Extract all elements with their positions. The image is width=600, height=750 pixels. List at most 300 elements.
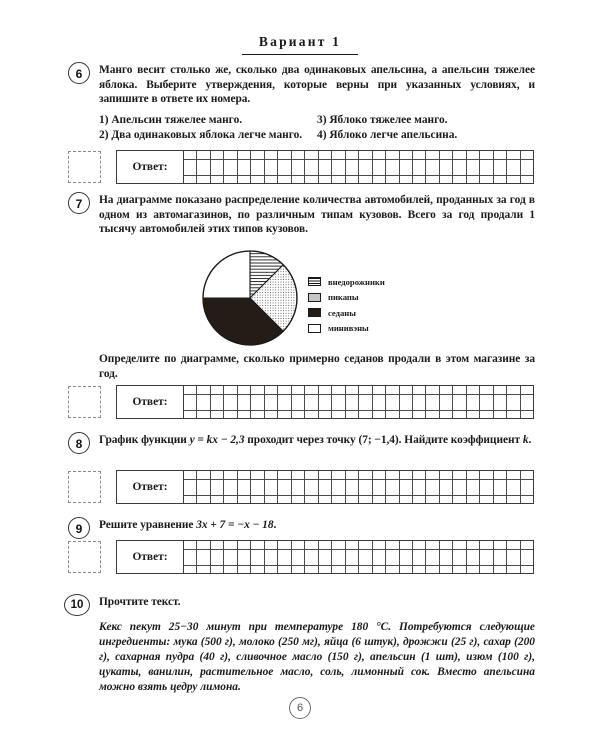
answer-cell[interactable]	[265, 151, 278, 159]
answer-cell[interactable]	[292, 496, 305, 504]
answer-cell[interactable]	[440, 151, 453, 159]
answer-cell[interactable]	[319, 151, 332, 159]
answer-cell[interactable]	[426, 550, 439, 565]
answer-cell[interactable]	[440, 176, 453, 184]
answer-cell[interactable]	[400, 176, 413, 184]
answer-cell[interactable]	[521, 550, 533, 565]
answer-cell[interactable]	[426, 160, 439, 175]
answer-cell[interactable]	[251, 386, 264, 394]
answer-cell[interactable]	[238, 395, 251, 410]
answer-cell[interactable]	[184, 160, 197, 175]
answer-cell[interactable]	[400, 550, 413, 565]
answer-cell[interactable]	[359, 541, 372, 549]
answer-cell[interactable]	[197, 160, 210, 175]
answer-cell[interactable]	[494, 550, 507, 565]
answer-cell[interactable]	[197, 176, 210, 184]
answer-cell[interactable]	[346, 471, 359, 479]
answer-cell[interactable]	[319, 496, 332, 504]
answer-cell[interactable]	[265, 566, 278, 574]
answer-cell[interactable]	[386, 395, 399, 410]
answer-cell[interactable]	[197, 411, 210, 419]
answer-cell[interactable]	[521, 386, 533, 394]
answer-cell[interactable]	[467, 496, 480, 504]
answer-cell[interactable]	[278, 496, 291, 504]
answer-cell[interactable]	[305, 151, 318, 159]
answer-cell[interactable]	[265, 541, 278, 549]
answer-cell[interactable]	[453, 395, 466, 410]
answer-cell[interactable]	[184, 151, 197, 159]
answer-cell[interactable]	[319, 176, 332, 184]
answer-cell[interactable]	[265, 160, 278, 175]
answer-cell[interactable]	[467, 566, 480, 574]
answer-cell[interactable]	[346, 411, 359, 419]
answer-cell[interactable]	[480, 471, 493, 479]
answer-cell[interactable]	[426, 151, 439, 159]
answer-cell[interactable]	[251, 480, 264, 495]
answer-cell[interactable]	[521, 151, 533, 159]
answer-grid-9[interactable]	[183, 541, 533, 573]
answer-cell[interactable]	[292, 386, 305, 394]
answer-cell[interactable]	[494, 496, 507, 504]
answer-cell[interactable]	[400, 471, 413, 479]
answer-cell[interactable]	[238, 151, 251, 159]
answer-cell[interactable]	[197, 550, 210, 565]
answer-cell[interactable]	[265, 550, 278, 565]
answer-cell[interactable]	[224, 480, 237, 495]
answer-cell[interactable]	[386, 411, 399, 419]
answer-cell[interactable]	[480, 480, 493, 495]
answer-cell[interactable]	[413, 395, 426, 410]
answer-cell[interactable]	[359, 160, 372, 175]
answer-cell[interactable]	[265, 176, 278, 184]
answer-cell[interactable]	[197, 566, 210, 574]
score-box-7[interactable]	[68, 386, 101, 418]
answer-cell[interactable]	[238, 550, 251, 565]
answer-cell[interactable]	[224, 550, 237, 565]
answer-cell[interactable]	[278, 480, 291, 495]
answer-cell[interactable]	[413, 151, 426, 159]
answer-cell[interactable]	[386, 471, 399, 479]
answer-cell[interactable]	[521, 480, 533, 495]
answer-cell[interactable]	[373, 386, 386, 394]
answer-cell[interactable]	[386, 151, 399, 159]
answer-cell[interactable]	[467, 176, 480, 184]
answer-cell[interactable]	[359, 496, 372, 504]
answer-cell[interactable]	[184, 541, 197, 549]
answer-cell[interactable]	[319, 160, 332, 175]
answer-cell[interactable]	[224, 471, 237, 479]
answer-cell[interactable]	[507, 151, 520, 159]
answer-cell[interactable]	[292, 151, 305, 159]
answer-cell[interactable]	[440, 471, 453, 479]
answer-cell[interactable]	[197, 386, 210, 394]
answer-cell[interactable]	[238, 411, 251, 419]
answer-cell[interactable]	[467, 550, 480, 565]
answer-cell[interactable]	[332, 160, 345, 175]
answer-cell[interactable]	[413, 176, 426, 184]
answer-cell[interactable]	[386, 386, 399, 394]
answer-cell[interactable]	[467, 395, 480, 410]
answer-cell[interactable]	[400, 386, 413, 394]
answer-cell[interactable]	[413, 471, 426, 479]
answer-cell[interactable]	[426, 471, 439, 479]
answer-cell[interactable]	[319, 541, 332, 549]
answer-cell[interactable]	[184, 566, 197, 574]
answer-cell[interactable]	[507, 386, 520, 394]
answer-cell[interactable]	[224, 386, 237, 394]
answer-cell[interactable]	[346, 480, 359, 495]
answer-cell[interactable]	[292, 395, 305, 410]
answer-cell[interactable]	[400, 566, 413, 574]
answer-cell[interactable]	[494, 480, 507, 495]
answer-cell[interactable]	[413, 541, 426, 549]
answer-cell[interactable]	[467, 480, 480, 495]
answer-cell[interactable]	[386, 160, 399, 175]
answer-cell[interactable]	[278, 550, 291, 565]
answer-cell[interactable]	[184, 411, 197, 419]
answer-cell[interactable]	[251, 160, 264, 175]
answer-cell[interactable]	[453, 566, 466, 574]
answer-cell[interactable]	[400, 395, 413, 410]
answer-cell[interactable]	[278, 541, 291, 549]
answer-cell[interactable]	[332, 411, 345, 419]
answer-cell[interactable]	[413, 566, 426, 574]
answer-cell[interactable]	[332, 480, 345, 495]
answer-cell[interactable]	[413, 160, 426, 175]
answer-cell[interactable]	[400, 480, 413, 495]
answer-cell[interactable]	[332, 541, 345, 549]
answer-grid-8[interactable]	[183, 471, 533, 503]
answer-cell[interactable]	[292, 411, 305, 419]
answer-cell[interactable]	[265, 480, 278, 495]
answer-cell[interactable]	[440, 496, 453, 504]
answer-cell[interactable]	[292, 480, 305, 495]
answer-cell[interactable]	[373, 151, 386, 159]
answer-cell[interactable]	[359, 480, 372, 495]
answer-cell[interactable]	[480, 386, 493, 394]
answer-cell[interactable]	[453, 496, 466, 504]
answer-cell[interactable]	[386, 176, 399, 184]
answer-cell[interactable]	[521, 471, 533, 479]
answer-cell[interactable]	[184, 386, 197, 394]
answer-cell[interactable]	[211, 550, 224, 565]
answer-cell[interactable]	[521, 160, 533, 175]
answer-cell[interactable]	[319, 480, 332, 495]
answer-cell[interactable]	[197, 471, 210, 479]
answer-cell[interactable]	[265, 395, 278, 410]
answer-cell[interactable]	[211, 496, 224, 504]
answer-cell[interactable]	[359, 566, 372, 574]
answer-cell[interactable]	[319, 411, 332, 419]
grid-row-middle[interactable]	[184, 479, 533, 496]
answer-cell[interactable]	[521, 176, 533, 184]
answer-cell[interactable]	[305, 386, 318, 394]
answer-cell[interactable]	[211, 151, 224, 159]
answer-cell[interactable]	[440, 395, 453, 410]
answer-cell[interactable]	[359, 176, 372, 184]
answer-cell[interactable]	[480, 550, 493, 565]
answer-cell[interactable]	[224, 160, 237, 175]
answer-cell[interactable]	[292, 176, 305, 184]
answer-cell[interactable]	[346, 386, 359, 394]
answer-cell[interactable]	[251, 471, 264, 479]
answer-cell[interactable]	[238, 386, 251, 394]
answer-cell[interactable]	[386, 480, 399, 495]
answer-cell[interactable]	[386, 541, 399, 549]
answer-cell[interactable]	[453, 386, 466, 394]
answer-cell[interactable]	[346, 395, 359, 410]
score-box-8[interactable]	[68, 471, 101, 503]
answer-cell[interactable]	[332, 496, 345, 504]
answer-cell[interactable]	[346, 176, 359, 184]
answer-cell[interactable]	[494, 386, 507, 394]
answer-cell[interactable]	[278, 386, 291, 394]
answer-cell[interactable]	[332, 566, 345, 574]
answer-cell[interactable]	[426, 395, 439, 410]
answer-cell[interactable]	[494, 160, 507, 175]
answer-cell[interactable]	[211, 480, 224, 495]
answer-cell[interactable]	[426, 541, 439, 549]
answer-cell[interactable]	[359, 151, 372, 159]
answer-cell[interactable]	[373, 160, 386, 175]
answer-cell[interactable]	[238, 480, 251, 495]
answer-grid-6[interactable]	[183, 151, 533, 183]
answer-cell[interactable]	[521, 566, 533, 574]
answer-cell[interactable]	[184, 471, 197, 479]
answer-cell[interactable]	[480, 411, 493, 419]
answer-cell[interactable]	[224, 395, 237, 410]
answer-cell[interactable]	[521, 496, 533, 504]
answer-cell[interactable]	[278, 151, 291, 159]
answer-cell[interactable]	[453, 471, 466, 479]
answer-cell[interactable]	[440, 160, 453, 175]
answer-cell[interactable]	[184, 395, 197, 410]
answer-cell[interactable]	[507, 471, 520, 479]
score-box-6[interactable]	[68, 151, 101, 183]
answer-cell[interactable]	[238, 160, 251, 175]
answer-cell[interactable]	[453, 550, 466, 565]
answer-cell[interactable]	[251, 411, 264, 419]
answer-cell[interactable]	[305, 395, 318, 410]
answer-cell[interactable]	[251, 395, 264, 410]
answer-cell[interactable]	[265, 386, 278, 394]
answer-cell[interactable]	[467, 471, 480, 479]
answer-cell[interactable]	[400, 160, 413, 175]
answer-cell[interactable]	[373, 176, 386, 184]
answer-cell[interactable]	[346, 496, 359, 504]
answer-cell[interactable]	[359, 471, 372, 479]
answer-cell[interactable]	[400, 411, 413, 419]
answer-cell[interactable]	[440, 541, 453, 549]
answer-cell[interactable]	[480, 395, 493, 410]
answer-cell[interactable]	[507, 566, 520, 574]
answer-cell[interactable]	[426, 496, 439, 504]
answer-cell[interactable]	[224, 176, 237, 184]
answer-cell[interactable]	[197, 480, 210, 495]
answer-cell[interactable]	[413, 411, 426, 419]
answer-cell[interactable]	[400, 151, 413, 159]
answer-cell[interactable]	[426, 566, 439, 574]
answer-cell[interactable]	[507, 480, 520, 495]
answer-cell[interactable]	[440, 550, 453, 565]
answer-cell[interactable]	[332, 176, 345, 184]
answer-cell[interactable]	[373, 496, 386, 504]
answer-cell[interactable]	[426, 176, 439, 184]
answer-cell[interactable]	[224, 411, 237, 419]
answer-cell[interactable]	[224, 541, 237, 549]
answer-cell[interactable]	[332, 395, 345, 410]
answer-cell[interactable]	[238, 496, 251, 504]
answer-cell[interactable]	[426, 411, 439, 419]
answer-cell[interactable]	[211, 471, 224, 479]
answer-cell[interactable]	[373, 550, 386, 565]
answer-cell[interactable]	[467, 541, 480, 549]
answer-cell[interactable]	[305, 471, 318, 479]
answer-cell[interactable]	[440, 566, 453, 574]
answer-cell[interactable]	[278, 566, 291, 574]
answer-cell[interactable]	[494, 471, 507, 479]
answer-cell[interactable]	[494, 395, 507, 410]
answer-cell[interactable]	[305, 480, 318, 495]
answer-cell[interactable]	[413, 480, 426, 495]
answer-cell[interactable]	[184, 176, 197, 184]
answer-cell[interactable]	[305, 496, 318, 504]
answer-cell[interactable]	[453, 411, 466, 419]
answer-cell[interactable]	[332, 471, 345, 479]
answer-cell[interactable]	[319, 550, 332, 565]
answer-cell[interactable]	[386, 566, 399, 574]
answer-cell[interactable]	[494, 411, 507, 419]
answer-grid-7[interactable]	[183, 386, 533, 418]
answer-cell[interactable]	[467, 151, 480, 159]
answer-cell[interactable]	[278, 471, 291, 479]
answer-cell[interactable]	[440, 480, 453, 495]
answer-cell[interactable]	[386, 496, 399, 504]
answer-cell[interactable]	[251, 566, 264, 574]
answer-cell[interactable]	[346, 566, 359, 574]
answer-cell[interactable]	[480, 566, 493, 574]
answer-cell[interactable]	[251, 496, 264, 504]
answer-cell[interactable]	[426, 386, 439, 394]
answer-cell[interactable]	[305, 160, 318, 175]
answer-cell[interactable]	[453, 176, 466, 184]
grid-row-middle[interactable]	[184, 394, 533, 411]
answer-cell[interactable]	[373, 541, 386, 549]
answer-cell[interactable]	[305, 541, 318, 549]
answer-cell[interactable]	[332, 386, 345, 394]
answer-cell[interactable]	[346, 160, 359, 175]
answer-cell[interactable]	[480, 496, 493, 504]
answer-cell[interactable]	[278, 160, 291, 175]
answer-cell[interactable]	[224, 151, 237, 159]
answer-cell[interactable]	[359, 386, 372, 394]
answer-cell[interactable]	[507, 160, 520, 175]
answer-cell[interactable]	[440, 411, 453, 419]
answer-cell[interactable]	[305, 411, 318, 419]
answer-cell[interactable]	[521, 395, 533, 410]
answer-cell[interactable]	[332, 151, 345, 159]
answer-cell[interactable]	[292, 541, 305, 549]
answer-cell[interactable]	[251, 176, 264, 184]
score-box-9[interactable]	[68, 541, 101, 573]
answer-cell[interactable]	[319, 471, 332, 479]
answer-cell[interactable]	[480, 151, 493, 159]
answer-cell[interactable]	[453, 541, 466, 549]
answer-cell[interactable]	[238, 471, 251, 479]
answer-cell[interactable]	[480, 176, 493, 184]
answer-cell[interactable]	[197, 151, 210, 159]
answer-cell[interactable]	[507, 176, 520, 184]
answer-cell[interactable]	[494, 566, 507, 574]
answer-cell[interactable]	[251, 541, 264, 549]
answer-cell[interactable]	[359, 550, 372, 565]
answer-cell[interactable]	[494, 176, 507, 184]
answer-cell[interactable]	[346, 541, 359, 549]
answer-cell[interactable]	[494, 541, 507, 549]
answer-cell[interactable]	[400, 541, 413, 549]
answer-cell[interactable]	[265, 411, 278, 419]
answer-cell[interactable]	[386, 550, 399, 565]
answer-cell[interactable]	[319, 386, 332, 394]
answer-cell[interactable]	[373, 395, 386, 410]
answer-cell[interactable]	[238, 566, 251, 574]
answer-cell[interactable]	[278, 411, 291, 419]
answer-cell[interactable]	[224, 566, 237, 574]
answer-cell[interactable]	[197, 395, 210, 410]
grid-row-middle[interactable]	[184, 159, 533, 176]
answer-cell[interactable]	[373, 566, 386, 574]
answer-cell[interactable]	[319, 395, 332, 410]
answer-cell[interactable]	[305, 550, 318, 565]
answer-cell[interactable]	[211, 411, 224, 419]
answer-cell[interactable]	[238, 176, 251, 184]
answer-cell[interactable]	[184, 496, 197, 504]
answer-cell[interactable]	[319, 566, 332, 574]
grid-row-middle[interactable]	[184, 549, 533, 566]
answer-cell[interactable]	[413, 550, 426, 565]
answer-cell[interactable]	[251, 550, 264, 565]
answer-cell[interactable]	[224, 496, 237, 504]
answer-cell[interactable]	[521, 411, 533, 419]
answer-cell[interactable]	[507, 395, 520, 410]
answer-cell[interactable]	[251, 151, 264, 159]
answer-cell[interactable]	[292, 471, 305, 479]
answer-cell[interactable]	[413, 386, 426, 394]
answer-cell[interactable]	[453, 160, 466, 175]
answer-cell[interactable]	[238, 541, 251, 549]
answer-cell[interactable]	[211, 566, 224, 574]
answer-cell[interactable]	[440, 386, 453, 394]
answer-cell[interactable]	[359, 395, 372, 410]
answer-cell[interactable]	[373, 411, 386, 419]
answer-cell[interactable]	[184, 550, 197, 565]
answer-cell[interactable]	[467, 386, 480, 394]
answer-cell[interactable]	[278, 176, 291, 184]
answer-cell[interactable]	[332, 550, 345, 565]
answer-cell[interactable]	[211, 395, 224, 410]
answer-cell[interactable]	[507, 496, 520, 504]
answer-cell[interactable]	[373, 471, 386, 479]
answer-cell[interactable]	[507, 541, 520, 549]
answer-cell[interactable]	[480, 160, 493, 175]
answer-cell[interactable]	[467, 160, 480, 175]
answer-cell[interactable]	[211, 541, 224, 549]
answer-cell[interactable]	[197, 496, 210, 504]
answer-cell[interactable]	[480, 541, 493, 549]
answer-cell[interactable]	[265, 471, 278, 479]
answer-cell[interactable]	[467, 411, 480, 419]
answer-cell[interactable]	[211, 176, 224, 184]
